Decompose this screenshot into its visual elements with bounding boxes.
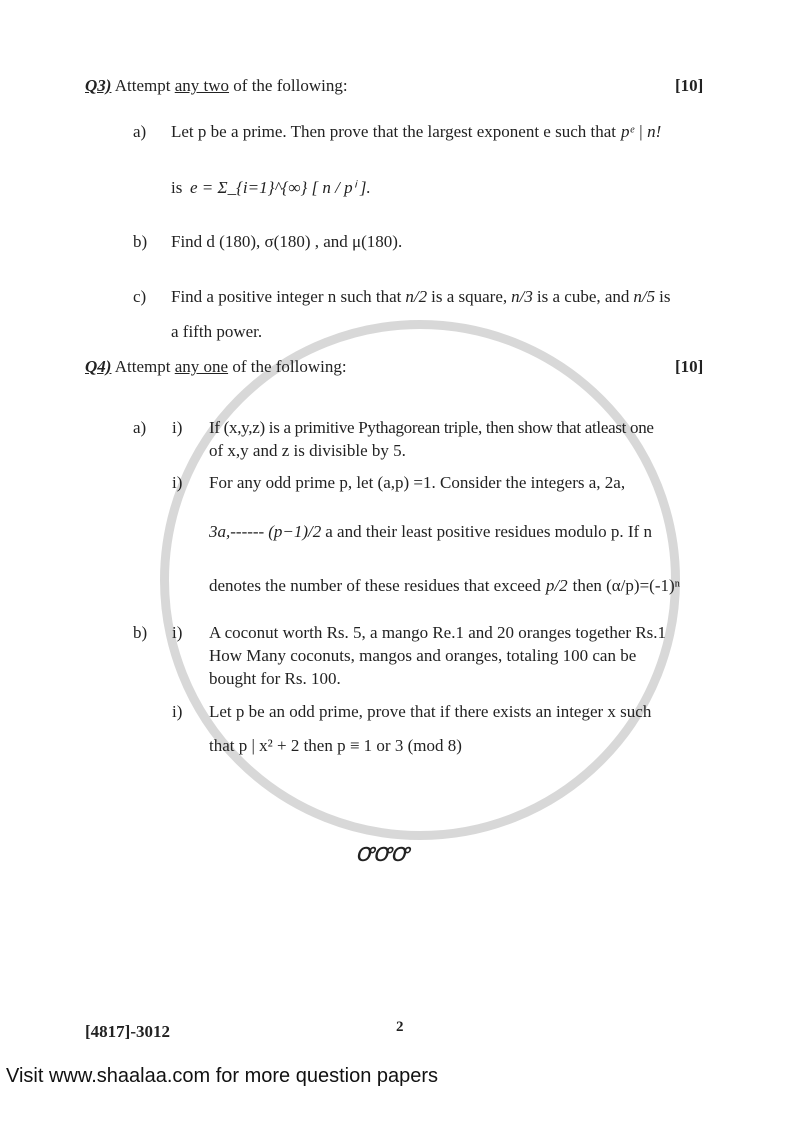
q3b-label: b) xyxy=(133,232,148,251)
q3c-line1 xyxy=(171,287,671,307)
q4-instr-underlined: any one xyxy=(174,357,229,376)
q4-number: Q4) xyxy=(85,357,112,376)
q3-heading xyxy=(85,76,348,96)
q4a-i2-line1: For any odd prime p, let (a,p) =1. Consider the integers a, 2a, xyxy=(209,473,626,492)
q4b-i1-label: i) xyxy=(172,623,183,642)
q4b-i1-line2: How Many coconuts, mangos and oranges, totaling 100 can be xyxy=(209,646,637,665)
q3-instr-post: of the following: xyxy=(233,76,348,95)
q4a-i1-line1: If (x,y,z) is a primitive Pythagorean triple, then show that atleast one xyxy=(209,418,654,437)
q4a-i2-line2 xyxy=(209,522,652,542)
q4a-i1-label: i) xyxy=(172,418,183,437)
q3c-t3: is xyxy=(659,287,671,306)
q4b-i2-label: i) xyxy=(172,702,183,721)
q3-marks: [10] xyxy=(675,76,704,95)
q3c-line2: a fifth power. xyxy=(171,322,263,341)
paper-code: [4817]-3012 xyxy=(85,1022,170,1041)
q4a-label: a) xyxy=(133,418,147,437)
q3-instr-underlined: any two xyxy=(174,76,230,95)
q3c-t2: is a cube, and xyxy=(536,287,630,306)
q4-marks: [10] xyxy=(675,357,704,376)
q4b-i2-line1: Let p be an odd prime, prove that if there exists an integer x such xyxy=(209,702,652,721)
q4a-i2-line2-text: a and their least positive residues modulo p. If n xyxy=(325,522,652,541)
q3a-label: a) xyxy=(133,122,147,141)
q3c-frac-n5: n/5 xyxy=(633,287,656,306)
q3-number: Q3) xyxy=(85,76,112,95)
q3c-label: c) xyxy=(133,287,147,306)
page-number: 2 xyxy=(396,1019,404,1035)
visit-footer-link[interactable]: Visit www.shaalaa.com for more question papers xyxy=(6,1065,439,1087)
q4a-i2-seq: 3a,------ xyxy=(209,522,265,541)
q3c-t1: is a square, xyxy=(431,287,508,306)
q4b-label: b) xyxy=(133,623,148,642)
q4-heading xyxy=(85,357,347,377)
q3c-frac-n2: n/2 xyxy=(405,287,428,306)
q3a-line1 xyxy=(171,122,661,142)
q4-instr-post: of the following: xyxy=(232,357,347,376)
q4a-i2-frac: (p−1)/2 xyxy=(268,522,322,541)
q4b-i1-line3: bought for Rs. 100. xyxy=(209,669,341,688)
q4b-i2-line2: that p | x² + 2 then p ≡ 1 or 3 (mod 8) xyxy=(209,736,462,755)
q3a-expr: pᵉ | n! xyxy=(621,122,662,141)
q4a-i2-label: i) xyxy=(172,473,183,492)
q3a-formula: e = Σ_{i=1}^{∞} [ n / pⁱ ]. xyxy=(190,178,371,197)
q3c-text: Find a positive integer n such that xyxy=(171,287,402,306)
q3a-text: Let p be a prime. Then prove that the largest exponent e such that xyxy=(171,122,617,141)
q3b-text: Find d (180), σ(180) , and μ(180). xyxy=(171,232,403,251)
q4a-i1-line2: of x,y and z is divisible by 5. xyxy=(209,441,406,460)
q4-instr-pre: Attempt xyxy=(114,357,171,376)
q3a-is: is xyxy=(171,178,183,197)
end-ornament: ꝍꝍꝍ xyxy=(355,838,408,867)
q4a-i2-line3 xyxy=(209,576,680,596)
q4a-i2-line3-text: denotes the number of these residues that exceed xyxy=(209,576,541,595)
q3c-frac-n3: n/3 xyxy=(511,287,533,306)
q4b-i1-line1: A coconut worth Rs. 5, a mango Re.1 and 20 oranges together Rs.1 xyxy=(209,623,667,642)
q4a-i2-frac2: p/2 xyxy=(545,576,568,595)
q3-instr-pre: Attempt xyxy=(114,76,171,95)
q4a-i2-legendre: then (α/p)=(-1)ⁿ xyxy=(572,576,680,595)
